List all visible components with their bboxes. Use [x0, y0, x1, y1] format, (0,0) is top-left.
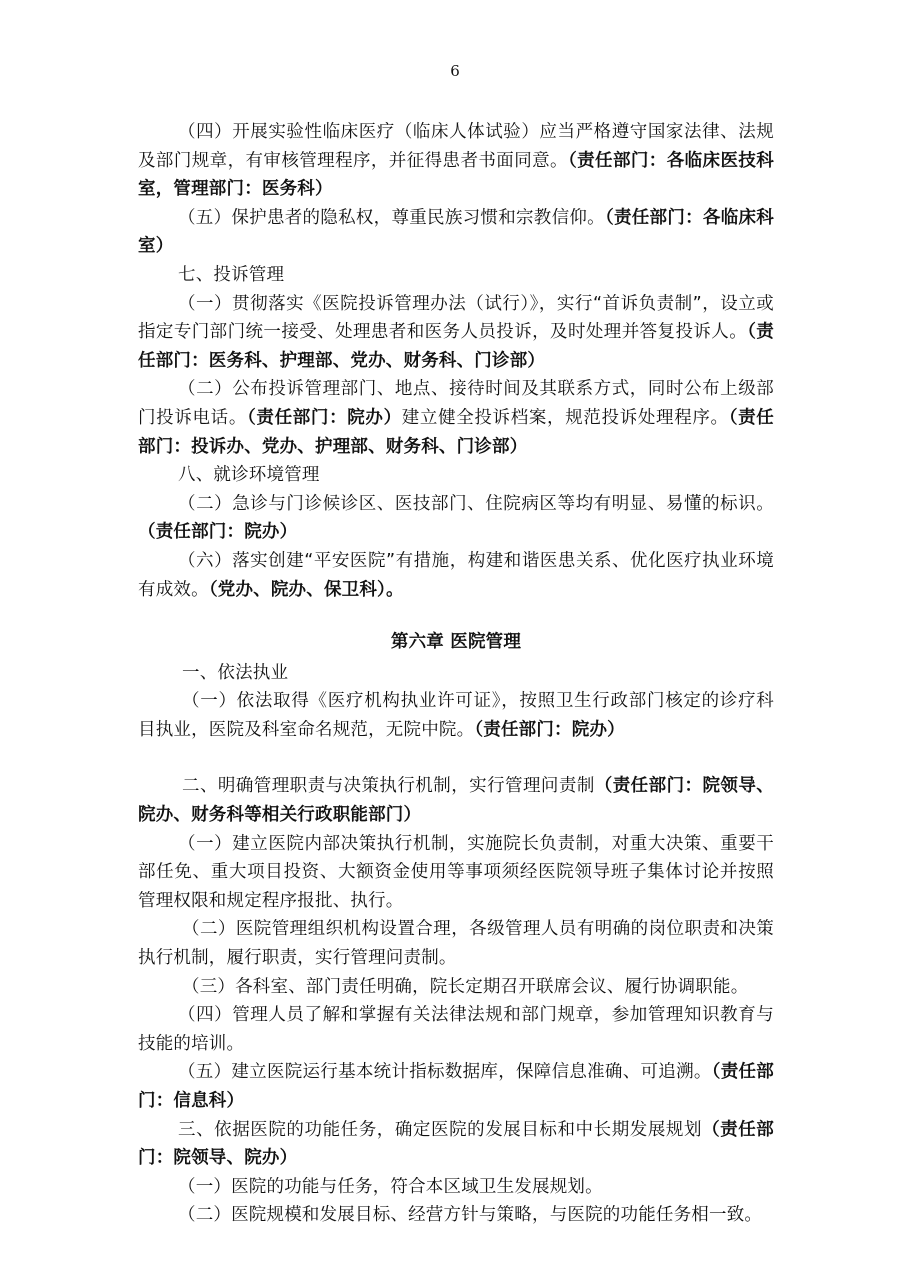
paragraph-text: （二）急诊与门诊候诊区、医技部门、住院病区等均有明显、易懂的标识。 [178, 493, 774, 514]
paragraph-experimental-medicine [138, 118, 774, 204]
heading-environment-management: 八、就诊环境管理 [178, 465, 320, 486]
responsible-dept: （责任部门：信息科） [138, 1062, 774, 1111]
paragraph-statistics-database [138, 1058, 774, 1115]
heading-development-plan [138, 1116, 774, 1173]
responsible-dept: （责任部门：院领导、院办） [138, 1119, 774, 1169]
paragraph-text: 建立健全投诉档案，规范投诉处理程序。 [401, 407, 729, 428]
paragraph-safe-hospital [138, 547, 774, 604]
heading-complaint-management: 七、投诉管理 [178, 264, 285, 285]
responsible-dept: （责任部门：投诉办、党办、护理部、财务科、门诊部） [138, 407, 774, 457]
responsible-dept: （责任部门：医务科、护理部、党办、财务科、门诊部） [138, 322, 774, 371]
responsible-dept: （责任部门：各临床医技科室，管理部门：医务科） [138, 150, 774, 200]
paragraph-text: （四）开展实验性临床医疗（临床人体试验）应当严格遵守国家法律、法规及部门规章，有审核管理程序，并征得患者书面同意。 [138, 122, 774, 171]
responsible-dept: （责任部门：院办） [474, 719, 625, 740]
paragraph-text: （二）公布投诉管理部门、地点、接待时间及其联系方式，同时公布上级部门投诉电话。 [138, 379, 774, 428]
responsible-dept: （责任部门：院办） [138, 522, 298, 543]
paragraph-signage [138, 490, 774, 547]
paragraph-text: 三、依据医院的功能任务，确定医院的发展目标和中长期发展规划 [178, 1119, 703, 1140]
paragraph-license [138, 687, 774, 744]
chapter-title: 第六章 医院管理 [390, 632, 522, 653]
paragraph-decision-mechanism: （一）建立医院内部决策执行机制，实施院长负责制，对重大决策、重要干部任免、重大项目投资、大额资金使用等事项须经医院领导班子集体讨论并按照管理权限和规定程序报批、执行。 [138, 833, 774, 911]
responsible-dept: （责任部门：院办） [247, 407, 402, 428]
paragraph-privacy [138, 204, 774, 261]
paragraph-text: （一）依法取得《医疗机构执业许可证》，按照卫生行政部门核定的诊疗科目执业，医院及科室命名规范，无院中院。 [138, 691, 774, 740]
paragraph-training: （四）管理人员了解和掌握有关法律法规和部门规章，参加管理知识教育与技能的培训。 [138, 1005, 774, 1054]
page-number: 6 [450, 62, 460, 80]
paragraph-text: （一）贯彻落实《医院投诉管理办法（试行）》，实行“首诉负责制”，设立或指定专门部门统一接受、处理患者和医务人员投诉，及时处理并答复投诉人。 [138, 293, 774, 343]
paragraph-complaint-publicity [138, 375, 774, 461]
paragraph-text: 二、明确管理职责与决策执行机制，实行管理问责制 [182, 776, 595, 797]
heading-legal-practice: 一、依法执业 [182, 662, 289, 683]
paragraph-text: （六）落实创建“平安医院”有措施，构建和谐医患关系、优化医疗执业环境有成效。 [138, 550, 774, 600]
responsible-dept: （责任部门：院领导、院办、财务科等相关行政职能部门） [138, 776, 774, 826]
punctuation: 。 [386, 579, 404, 600]
heading-management-duties [138, 772, 774, 829]
paragraph-functions-tasks: （一）医院的功能与任务，符合本区域卫生发展规划。 [178, 1176, 603, 1197]
responsible-dept: （责任部门：各临床科室） [138, 207, 774, 257]
document-body [138, 118, 774, 1230]
paragraph-complaint-system [138, 290, 774, 376]
paragraph-text: （五）建立医院运行基本统计指标数据库，保障信息准确、可追溯。 [178, 1062, 712, 1083]
paragraph-department-duties: （三）各科室、部门责任明确，院长定期召开联席会议、履行协调职能。 [182, 976, 749, 997]
paragraph-scale-goals: （二）医院规模和发展目标、经营方针与策略，与医院的功能任务相一致。 [178, 1205, 763, 1226]
paragraph-organization: （二）医院管理组织机构设置合理，各级管理人员有明确的岗位职责和决策执行机制，履行职责，实行管理问责制。 [138, 919, 774, 969]
paragraph-text: （五）保护患者的隐私权，尊重民族习惯和宗教信仰。 [178, 207, 605, 228]
responsible-dept: （党办、院办、保卫科） [208, 579, 387, 600]
